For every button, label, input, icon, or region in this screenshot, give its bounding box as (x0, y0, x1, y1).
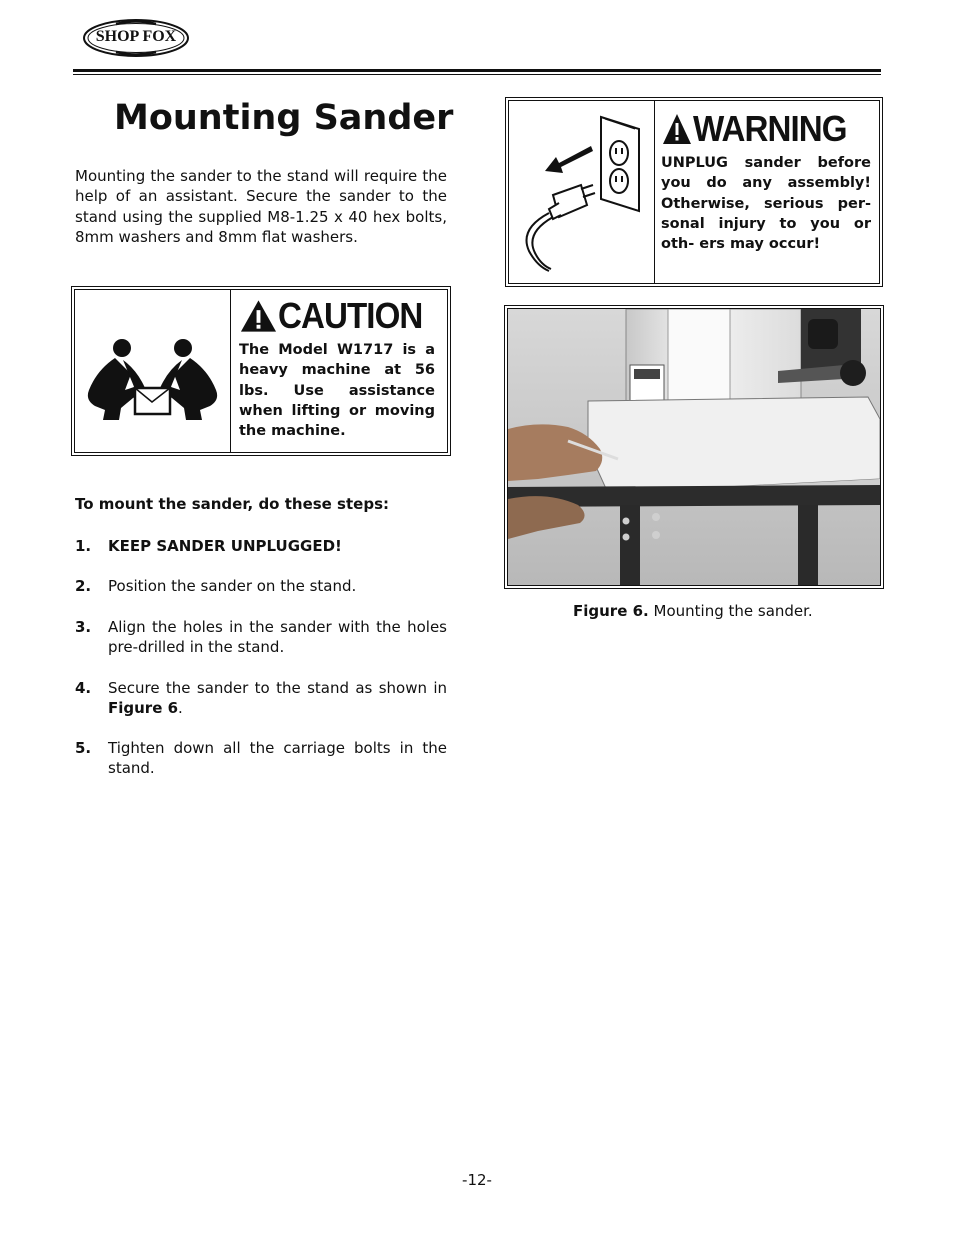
unplug-outlet-icon (509, 101, 655, 283)
step-3 (75, 617, 447, 658)
step-text-post: . (178, 699, 183, 718)
step-number: 5. (75, 739, 92, 757)
step-1 (75, 536, 447, 556)
step-text (108, 678, 447, 719)
figure-caption (573, 602, 813, 620)
brand-name: SHOP FOX (95, 28, 177, 45)
step-2 (75, 576, 447, 596)
step-text: Align the holes in the sander with the holes pre-drilled in the stand. (108, 618, 447, 657)
figure-reference: Figure 6 (108, 699, 179, 718)
shop-fox-logo (82, 18, 190, 58)
step-number: 4. (75, 679, 92, 697)
step-text-pre: Secure the sander to the stand as shown in (108, 679, 447, 697)
warning-message: UNPLUG sander before you do any assembly! Otherwise, serious per- sonal injury to you or oth- ers may occur! (661, 155, 871, 253)
page-title: Mounting Sander (114, 98, 454, 138)
caution-label: CAUTION (278, 295, 423, 336)
two-person-lift-icon (75, 290, 231, 452)
warning-label: WARNING (693, 108, 847, 149)
header-rule-thin (73, 74, 881, 75)
caution-message: The Model W1717 is a heavy machine at 56 lbs. Use assistance when lifting or moving the machine. (239, 342, 435, 440)
step-text: KEEP SANDER UNPLUGGED! (108, 537, 342, 555)
page-number: -12- (462, 1171, 492, 1189)
step-text: Position the sander on the stand. (108, 577, 357, 595)
step-number: 2. (75, 577, 92, 595)
warning-triangle-icon (239, 298, 278, 334)
step-number: 1. (75, 537, 92, 555)
step-number: 3. (75, 618, 92, 636)
step-5 (75, 738, 447, 779)
steps-heading: To mount the sander, do these steps: (75, 495, 389, 513)
figure-6-photo (507, 308, 881, 586)
intro-paragraph: Mounting the sander to the stand will require the help of an assistant. Secure the sander to the stand using the supplied M8-1.25 x 40 hex bolts, 8mm washers and 8mm flat washers. (75, 167, 447, 246)
header-rule (73, 69, 881, 72)
warning-box (508, 100, 880, 284)
figure-caption-text: Mounting the sander. (653, 602, 813, 620)
step-text: Tighten down all the carriage bolts in the stand. (108, 739, 447, 778)
warning-triangle-icon (661, 112, 693, 146)
step-4 (75, 678, 447, 719)
caution-box (74, 289, 448, 453)
figure-label: Figure 6. (573, 602, 649, 620)
